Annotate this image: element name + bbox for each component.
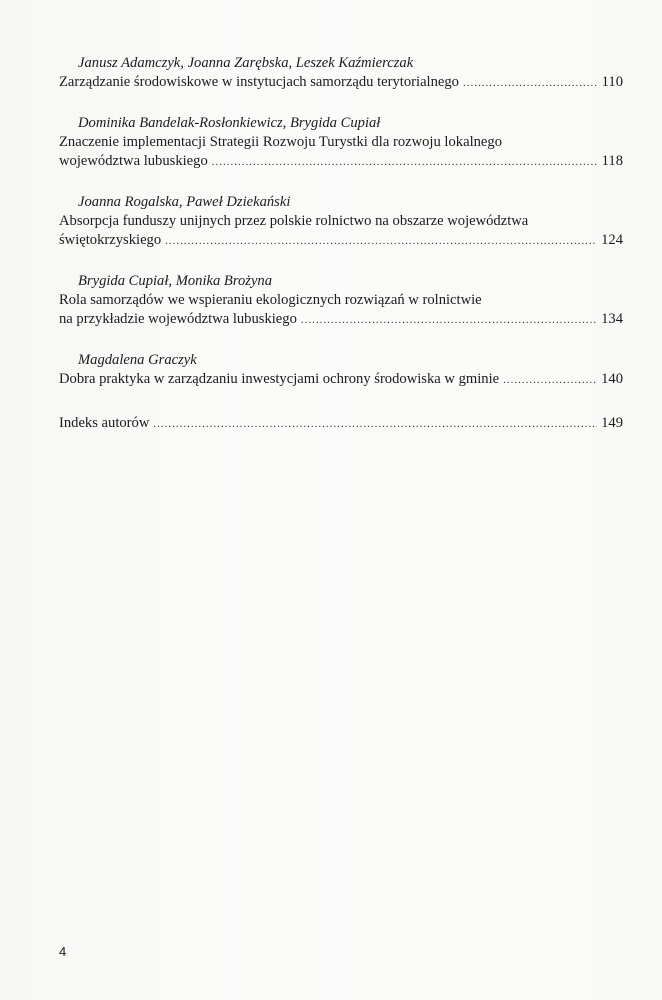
entry-page-number: 110 (601, 74, 623, 90)
index-line (59, 414, 623, 434)
index-page-number: 149 (601, 415, 623, 431)
toc-entry (59, 351, 623, 390)
index-label: Indeks autorów (59, 415, 150, 431)
entry-page-number: 118 (601, 153, 623, 169)
entry-title: Znaczenie implementacji Strategii Rozwoju Turystki dla rozwoju lokalnego (59, 134, 502, 150)
entry-title: Rola samorządów we wspieraniu ekologicznych rozwiązań w rolnictwie (59, 292, 482, 308)
entry-authors: Janusz Adamczyk, Joanna Zarębska, Leszek Kaźmierczak (78, 55, 414, 71)
entry-title-line (59, 152, 623, 172)
toc-index-entry (59, 414, 623, 434)
entry-authors: Joanna Rogalska, Paweł Dziekański (78, 194, 291, 210)
entry-title: Dobra praktyka w zarządzaniu inwestycjami ochrony środowiska w gminie (59, 371, 500, 387)
entry-page-number: 140 (601, 371, 623, 387)
entry-page-number: 134 (601, 311, 623, 327)
dot-leader (153, 415, 597, 434)
entry-page-number: 124 (601, 232, 623, 248)
dot-leader (503, 371, 597, 390)
dot-leader (165, 232, 597, 251)
entry-authors: Magdalena Graczyk (78, 352, 197, 368)
toc-entry (59, 54, 623, 93)
toc-entry (59, 272, 623, 330)
page-number: 4 (59, 944, 67, 959)
dot-leader (463, 74, 598, 93)
toc-entry (59, 114, 623, 172)
entry-title: Zarządzanie środowiskowe w instytucjach samorządu terytorialnego (59, 74, 459, 90)
toc-entry (59, 193, 623, 251)
dot-leader (301, 311, 597, 330)
entry-title-line (59, 231, 623, 251)
entry-title: Absorpcja funduszy unijnych przez polskie rolnictwo na obszarze województwa (59, 213, 529, 229)
entry-title-line (59, 370, 623, 390)
entry-authors: Dominika Bandelak-Rosłonkiewicz, Brygida Cupiał (78, 115, 381, 131)
entry-title-line (59, 73, 623, 93)
dot-leader (212, 153, 598, 172)
entry-title-continued: świętokrzyskiego (59, 232, 162, 248)
entry-authors: Brygida Cupiał, Monika Brożyna (78, 273, 273, 289)
entry-title-continued: na przykładzie województwa lubuskiego (59, 311, 297, 327)
table-of-contents (59, 54, 623, 455)
entry-title-line (59, 310, 623, 330)
entry-title-continued: województwa lubuskiego (59, 153, 208, 169)
